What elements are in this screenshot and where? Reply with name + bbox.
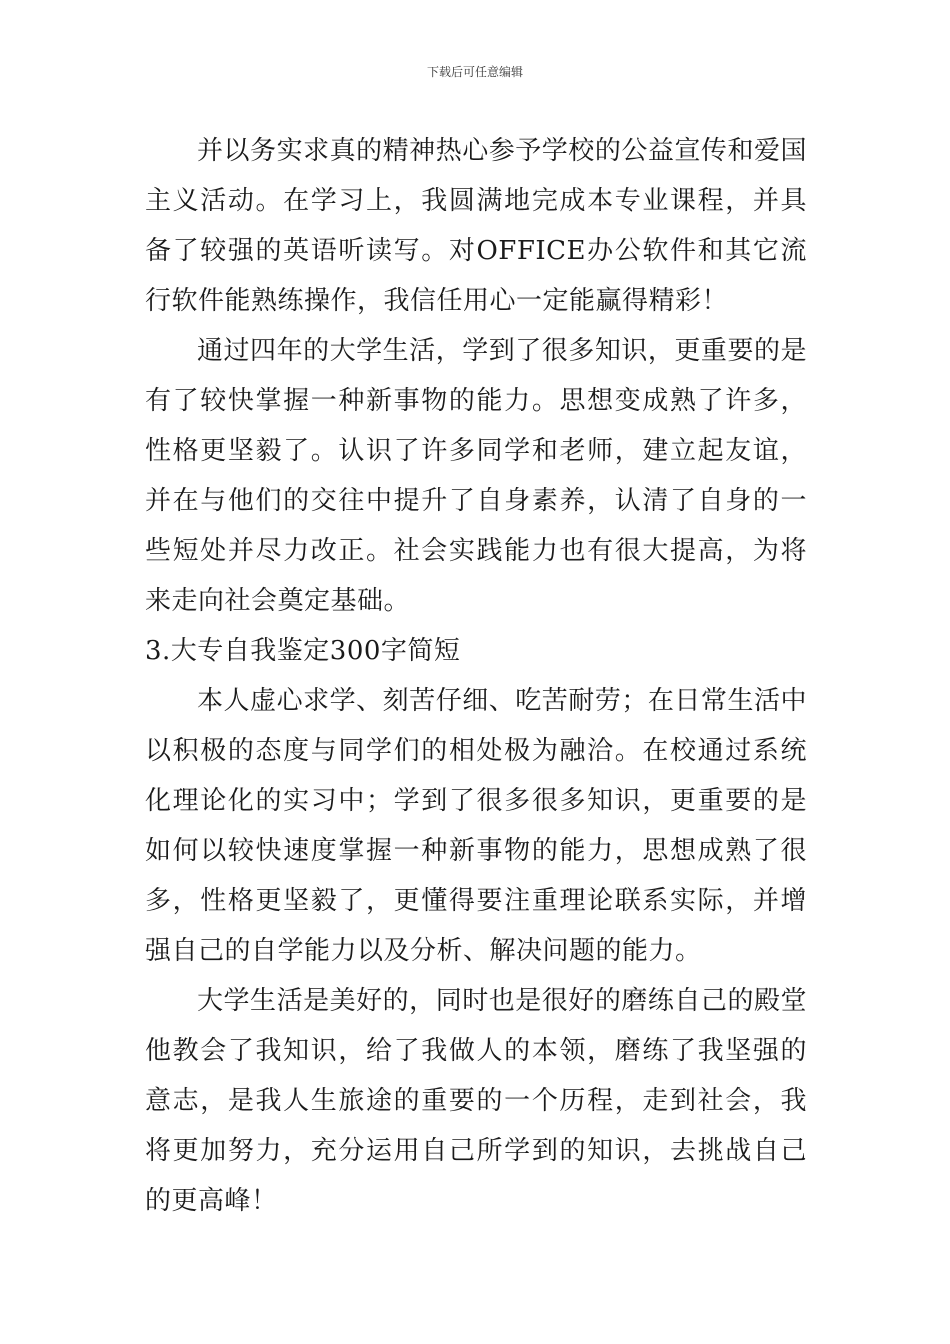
- page-header: 下载后可任意编辑: [426, 65, 523, 79]
- paragraph-3: 本人虚心求学、刻苦仔细、吃苦耐劳；在日常生活中以积极的态度与同学们的相处极为融洽。在校通过系统化理论化的实习中；学到了很多很多知识，更重要的是如何以较快速度掌握一种新事物的能力，思想成熟了很多，性格更坚毅了，更懂得要注重理论联系实际，并增强自己的自学能力以及分析、解决问题的能力。: [145, 686, 807, 966]
- paragraph-4: 大学生活是美好的，同时也是很好的磨练自己的殿堂他教会了我知识，给了我做人的本领，磨练了我坚强的意志，是我人生旅途的重要的一个历程，走到社会，我将更加努力，充分运用自己所学到的知识，去挑战自己的更高峰！: [145, 986, 807, 1216]
- paragraph-1: 并以务实求真的精神热心参予学校的公益宣传和爱国主义活动。在学习上，我圆满地完成本专业课程，并具备了较强的英语听读写。对OFFICE办公软件和其它流行软件能熟练操作，我信任用心一定能赢得精彩！: [145, 136, 807, 316]
- paragraph-2: 通过四年的大学生活，学到了很多知识，更重要的是有了较快掌握一种新事物的能力。思想变成熟了许多，性格更坚毅了。认识了许多同学和老师，建立起友谊，并在与他们的交往中提升了自身素养，认清了自身的一些短处并尽力改正。社会实践能力也有很大提高，为将来走向社会奠定基础。: [145, 336, 807, 616]
- document-body: [145, 126, 807, 1226]
- section-heading: 3.大专自我鉴定300字简短: [145, 636, 461, 666]
